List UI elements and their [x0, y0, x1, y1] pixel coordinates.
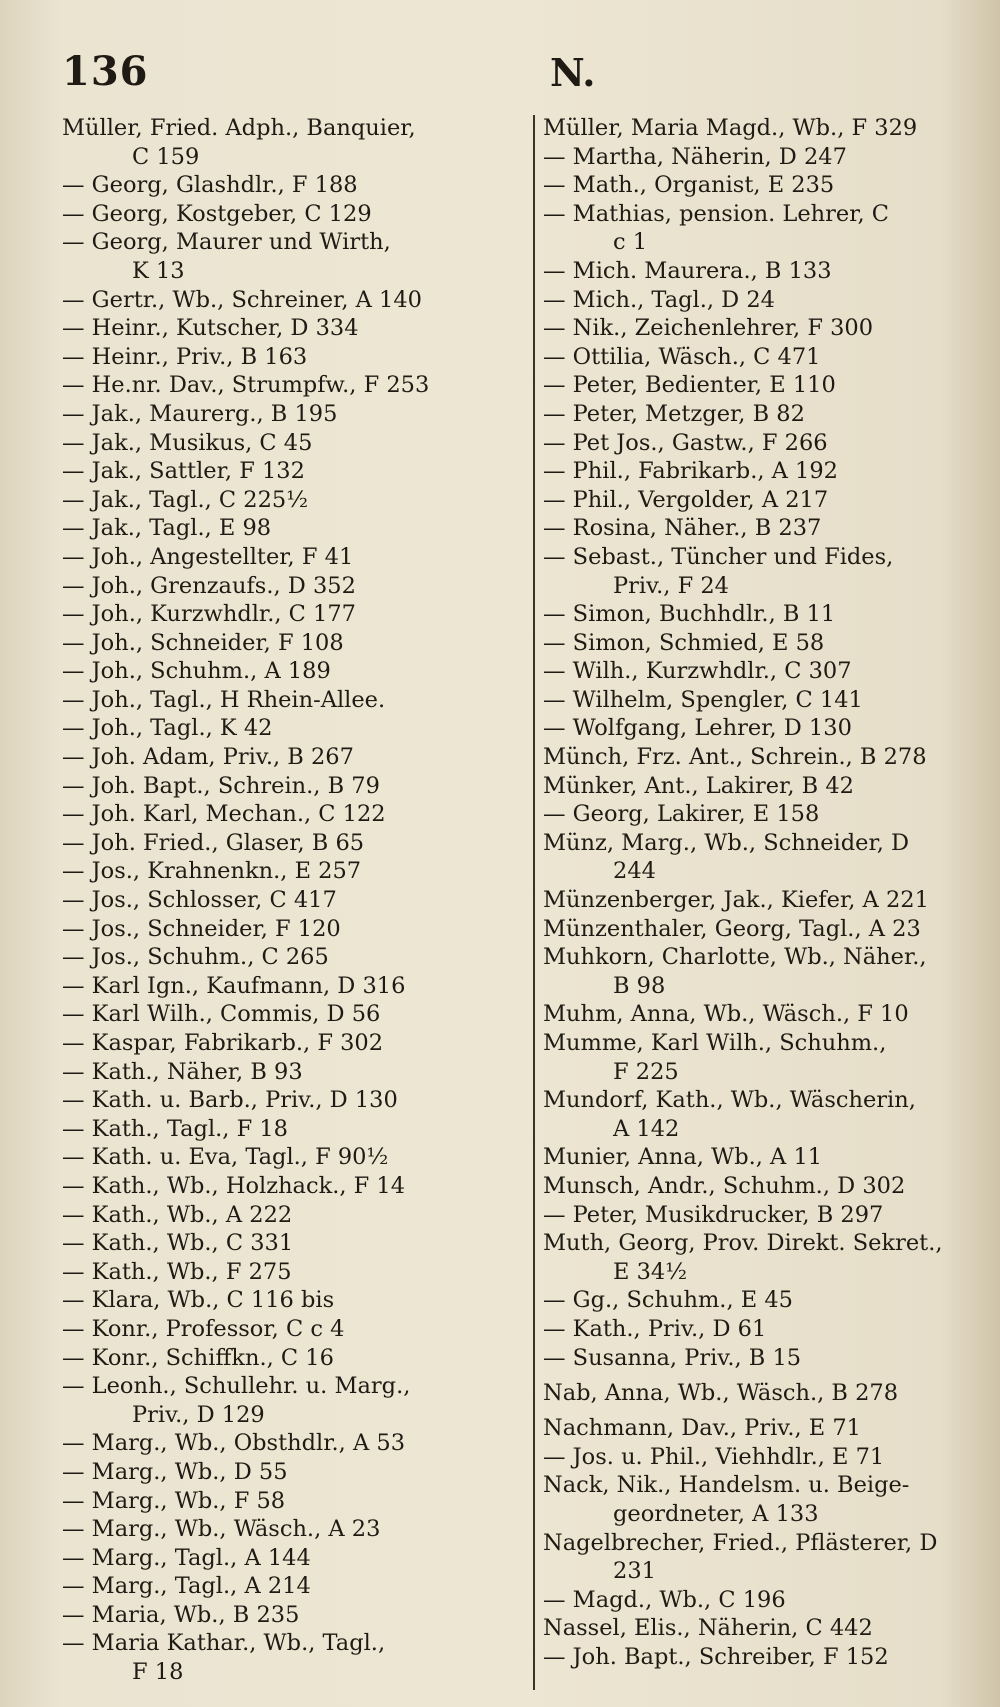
directory-entry: — Georg, Kostgeber, C 129: [62, 200, 372, 227]
directory-entry: — Maria, Wb., B 235: [62, 1601, 300, 1628]
directory-entry: Münker, Ant., Lakirer, B 42: [543, 772, 854, 799]
directory-entry: — Simon, Buchhdlr., B 11: [543, 601, 836, 628]
directory-entry: — Kath., Näher, B 93: [62, 1058, 303, 1085]
directory-entry: Muth, Georg, Prov. Direkt. Sekret.,: [543, 1230, 943, 1257]
directory-entry: — Wilhelm, Spengler, C 141: [543, 686, 863, 713]
entry-continuation: F 225: [613, 1058, 679, 1085]
directory-entry: — Karl Ign., Kaufmann, D 316: [62, 972, 406, 999]
directory-entry: — Joh., Kurzwhdlr., C 177: [62, 601, 356, 628]
directory-entry: — Jos., Schuhm., C 265: [62, 944, 329, 971]
directory-entry: — Nik., Zeichenlehrer, F 300: [543, 315, 874, 342]
directory-entry: — Marg., Wb., D 55: [62, 1458, 288, 1485]
right-column: [543, 114, 983, 1671]
directory-entry: — Mich., Tagl., D 24: [543, 286, 775, 313]
directory-entry: Mundorf, Kath., Wb., Wäscherin,: [543, 1087, 916, 1114]
left-column: [62, 114, 502, 1687]
column-divider: [533, 115, 535, 1690]
entry-continuation: 244: [613, 858, 656, 885]
directory-entry: — He.nr. Dav., Strumpfw., F 253: [62, 372, 430, 399]
entry-continuation: geordneter, A 133: [613, 1500, 819, 1527]
directory-entry: — Joh. Fried., Glaser, B 65: [62, 829, 365, 856]
directory-entry: — Sebast., Tüncher und Fides,: [543, 543, 894, 570]
directory-entry: — Simon, Schmied, E 58: [543, 629, 825, 656]
entry-continuation: Priv., D 129: [132, 1401, 265, 1428]
directory-entry: — Joh. Karl, Mechan., C 122: [62, 801, 386, 828]
directory-entry: — Marg., Tagl., A 214: [62, 1573, 311, 1600]
directory-entry: — Kath., Tagl., F 18: [62, 1115, 288, 1142]
directory-entry: — Joh., Schuhm., A 189: [62, 658, 331, 685]
directory-entry: — Georg, Lakirer, E 158: [543, 801, 820, 828]
directory-entry: — Joh. Adam, Priv., B 267: [62, 744, 354, 771]
directory-entry: Müller, Maria Magd., Wb., F 329: [543, 115, 918, 141]
directory-entry: — Joh., Tagl., H Rhein-Allee.: [62, 686, 386, 713]
directory-entry: Nack, Nik., Handelsm. u. Beige-: [543, 1472, 910, 1499]
directory-entry: — Marg., Wb., Wäsch., A 23: [62, 1516, 381, 1543]
directory-entry: — Kath. u. Barb., Priv., D 130: [62, 1087, 398, 1114]
directory-entry: — Klara, Wb., C 116 bis: [62, 1287, 335, 1314]
directory-entry: — Jos., Krahnenkn., E 257: [62, 858, 362, 885]
directory-entry: Münz, Marg., Wb., Schneider, D: [543, 829, 910, 856]
directory-entry: — Susanna, Priv., B 15: [543, 1344, 802, 1371]
directory-entry: — Georg, Maurer und Wirth,: [62, 229, 391, 256]
page-number: 136: [62, 48, 149, 95]
directory-entry: Münzenthaler, Georg, Tagl., A 23: [543, 915, 921, 942]
directory-entry: — Jak., Tagl., E 98: [62, 515, 272, 542]
directory-entry: — Marg., Wb., Obsthdlr., A 53: [62, 1430, 406, 1457]
directory-entry: — Peter, Bedienter, E 110: [543, 372, 836, 399]
directory-entry: — Jak., Sattler, F 132: [62, 458, 305, 485]
directory-entry: Muhm, Anna, Wb., Wäsch., F 10: [543, 1001, 909, 1028]
directory-entry: — Wolfgang, Lehrer, D 130: [543, 715, 852, 742]
directory-entry: — Marg., Tagl., A 144: [62, 1544, 311, 1571]
directory-entry: Nagelbrecher, Fried., Pflästerer, D: [543, 1529, 938, 1556]
directory-entry: — Rosina, Näher., B 237: [543, 515, 822, 542]
directory-entry: — Kath., Wb., A 222: [62, 1201, 293, 1228]
directory-entry: — Kath., Wb., C 331: [62, 1230, 294, 1257]
directory-entry: — Jos. u. Phil., Viehhdlr., E 71: [543, 1443, 885, 1470]
directory-entry: — Konr., Professor, C c 4: [62, 1315, 345, 1342]
directory-entry: — Maria Kathar., Wb., Tagl.,: [62, 1630, 386, 1657]
entry-continuation: c 1: [613, 229, 648, 256]
directory-entry: — Gertr., Wb., Schreiner, A 140: [62, 286, 422, 313]
directory-entry: — Kath. u. Eva, Tagl., F 90½: [62, 1144, 389, 1171]
directory-entry: — Joh., Schneider, F 108: [62, 629, 344, 656]
directory-entry: — Joh. Bapt., Schrein., B 79: [62, 772, 380, 799]
directory-entry: Münzenberger, Jak., Kiefer, A 221: [543, 887, 929, 914]
directory-entry: — Math., Organist, E 235: [543, 172, 835, 199]
entry-continuation: F 18: [132, 1659, 184, 1686]
directory-entry: — Kaspar, Fabrikarb., F 302: [62, 1030, 384, 1056]
directory-entry: — Jos., Schlosser, C 417: [62, 887, 337, 914]
directory-entry: — Jos., Schneider, F 120: [62, 915, 341, 942]
directory-entry: — Ottilia, Wäsch., C 471: [543, 343, 821, 370]
entry-continuation: B 98: [613, 972, 666, 999]
directory-entry: — Jak., Musikus, C 45: [62, 429, 313, 456]
directory-entry: Munsch, Andr., Schuhm., D 302: [543, 1172, 906, 1199]
directory-entry: — Jak., Tagl., C 225½: [62, 486, 309, 513]
directory-entry: — Peter, Musikdrucker, B 297: [543, 1201, 884, 1228]
entry-continuation: Priv., F 24: [613, 572, 729, 599]
directory-entry: — Pet Jos., Gastw., F 266: [543, 429, 828, 456]
directory-entry: Nassel, Elis., Näherin, C 442: [543, 1615, 873, 1642]
entry-continuation: K 13: [132, 257, 185, 284]
directory-entry: — Jak., Maurerg., B 195: [62, 400, 338, 427]
directory-entry: — Karl Wilh., Commis, D 56: [62, 1001, 381, 1028]
directory-entry: — Kath., Priv., D 61: [543, 1315, 767, 1342]
directory-entry: — Phil., Fabrikarb., A 192: [543, 458, 838, 485]
directory-entry: — Konr., Schiffkn., C 16: [62, 1344, 334, 1371]
page-header: [58, 48, 938, 108]
entry-continuation: 231: [613, 1558, 656, 1585]
directory-entry: — Martha, Näherin, D 247: [543, 143, 847, 170]
directory-entry: — Kath., Wb., Holzhack., F 14: [62, 1172, 406, 1199]
entry-continuation: A 142: [613, 1115, 680, 1142]
directory-entry: — Gg., Schuhm., E 45: [543, 1287, 793, 1314]
directory-entry: — Joh., Grenzaufs., D 352: [62, 572, 356, 599]
directory-entry: — Wilh., Kurzwhdlr., C 307: [543, 658, 852, 685]
directory-entry: — Mich. Maurera., B 133: [543, 257, 832, 284]
directory-entry: Münch, Frz. Ant., Schrein., B 278: [543, 744, 927, 771]
directory-entry: — Joh. Bapt., Schreiber, F 152: [543, 1643, 889, 1670]
directory-entry: — Phil., Vergolder, A 217: [543, 486, 829, 513]
directory-entry: — Mathias, pension. Lehrer, C: [543, 200, 890, 227]
directory-entry: Munier, Anna, Wb., A 11: [543, 1144, 823, 1171]
section-letter: N.: [550, 50, 596, 95]
directory-entry: — Joh., Tagl., K 42: [62, 715, 273, 742]
directory-entry: — Leonh., Schullehr. u. Marg.,: [62, 1373, 411, 1400]
entry-continuation: E 34½: [613, 1258, 688, 1285]
entry-continuation: C 159: [132, 143, 200, 170]
directory-entry: — Marg., Wb., F 58: [62, 1487, 286, 1514]
directory-entry: — Peter, Metzger, B 82: [543, 400, 805, 427]
directory-entry: — Heinr., Kutscher, D 334: [62, 315, 359, 342]
directory-entry: Müller, Fried. Adph., Banquier,: [62, 115, 416, 141]
directory-entry: — Georg, Glashdlr., F 188: [62, 172, 358, 199]
directory-entry: Nachmann, Dav., Priv., E 71: [543, 1415, 861, 1442]
directory-entry: — Joh., Angestellter, F 41: [62, 543, 354, 570]
directory-entry: Mumme, Karl Wilh., Schuhm.,: [543, 1030, 887, 1056]
directory-entry: Nab, Anna, Wb., Wäsch., B 278: [543, 1380, 899, 1407]
directory-entry: — Heinr., Priv., B 163: [62, 343, 308, 370]
directory-entry: Muhkorn, Charlotte, Wb., Näher.,: [543, 944, 927, 971]
directory-entry: — Kath., Wb., F 275: [62, 1258, 292, 1285]
directory-entry: — Magd., Wb., C 196: [543, 1586, 786, 1613]
